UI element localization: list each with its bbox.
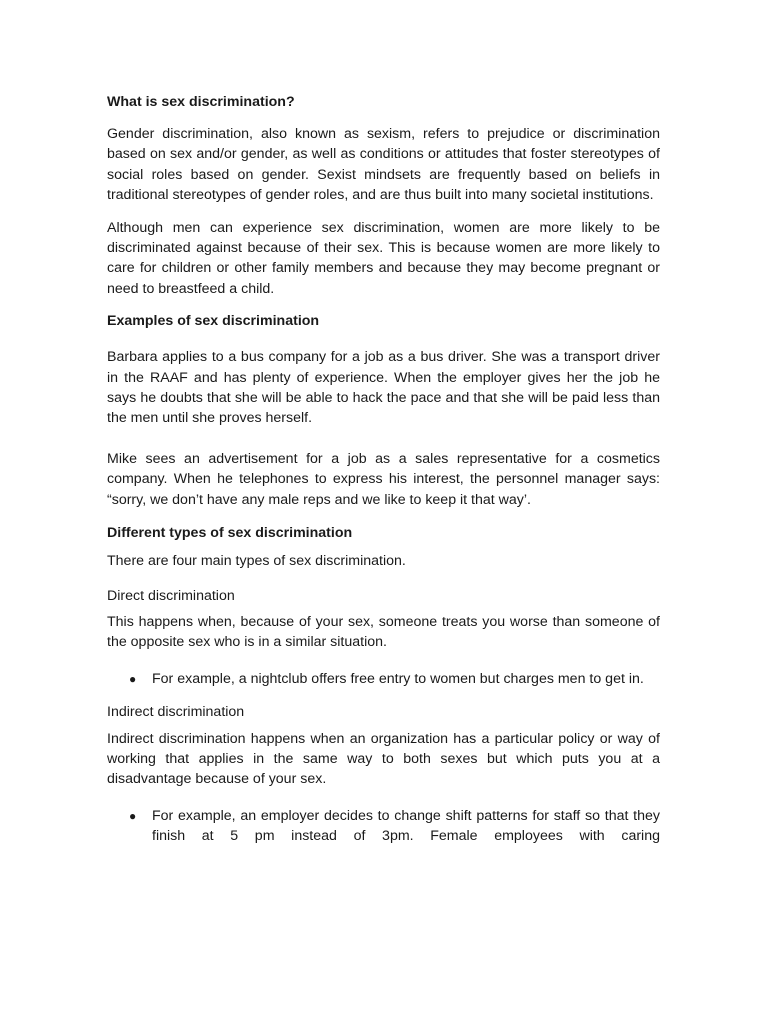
bullet-text: For example, a nightclub offers free entry to women but charges men to get in. xyxy=(152,670,644,687)
bullet-icon: ● xyxy=(129,808,137,823)
paragraph-definition: Gender discrimination, also known as sexism, refers to prejudice or discrimination based on sex and/or gender, as well as conditions or attitudes that foster stereotypes of social roles based on gender. Sexist mindsets are frequently based on beliefs in traditional stereotypes of gender roles, and are thus built into many societal institutions. xyxy=(107,126,660,204)
subheading-indirect-discrimination: Indirect discrimination xyxy=(107,704,245,721)
document-page xyxy=(107,92,660,847)
heading-examples: Examples of sex discrimination xyxy=(107,313,320,330)
paragraph-women-more-likely: Although men can experience sex discrimination, women are more likely to be discriminated against because of their sex. This is because women are more likely to care for children or other family members and because they may become pregnant or need to breastfeed a child. xyxy=(107,219,660,297)
list-item xyxy=(107,669,660,689)
bullet-list-indirect xyxy=(107,806,660,847)
bullet-list-direct xyxy=(107,669,660,689)
paragraph-example-barbara: Barbara applies to a bus company for a job as a bus driver. She was a transport driver in the RAAF and has plenty of experience. When the employer gives her the job he says he doubts that she will be able to hack the pace and that she will be paid less than the men until she proves herself. xyxy=(107,349,660,427)
subheading-direct-discrimination: Direct discrimination xyxy=(107,587,235,604)
bullet-icon: ● xyxy=(129,671,137,686)
list-item xyxy=(107,806,660,847)
paragraph-four-types: There are four main types of sex discrimination. xyxy=(107,553,406,570)
paragraph-indirect-discrimination: Indirect discrimination happens when an organization has a particular policy or way of working that applies in the same way to both sexes but which puts you at a disadvantage because of your sex. xyxy=(107,730,660,788)
heading-what-is-sex-discrimination: What is sex discrimination? xyxy=(107,94,295,110)
paragraph-example-mike: Mike sees an advertisement for a job as a sales representative for a cosmetics company. When he telephones to express his interest, the personnel manager says: “sorry, we don’t have any male reps and we like to keep it that way’. xyxy=(107,450,660,508)
bullet-text: For example, an employer decides to change shift patterns for staff so that they finish at 5 pm instead of 3pm. Female employees with caring xyxy=(152,807,660,845)
heading-different-types: Different types of sex discrimination xyxy=(107,525,353,542)
paragraph-direct-discrimination: This happens when, because of your sex, someone treats you worse than someone of the opposite sex who is in a similar situation. xyxy=(107,613,660,651)
